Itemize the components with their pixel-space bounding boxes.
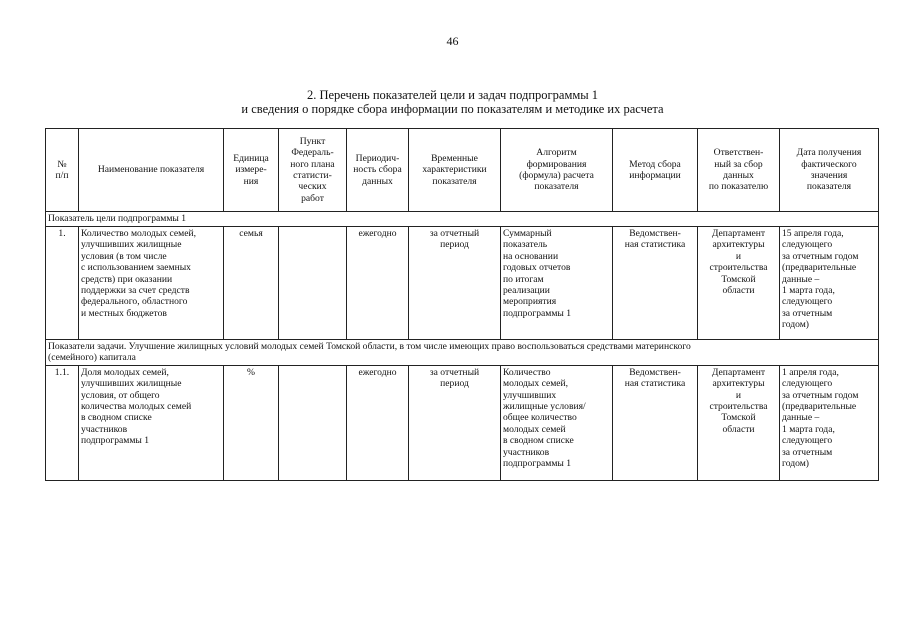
cell-number: 1. bbox=[46, 227, 79, 340]
title-line-1: 2. Перечень показателей цели и задач подпрограммы 1 bbox=[306, 88, 599, 102]
header-time-characteristics: Временные характеристики показателя bbox=[409, 129, 501, 212]
cell-collection-method: Ведомствен- ная статистика bbox=[613, 227, 698, 340]
header-federal-plan: Пункт Федераль- ного плана статисти- ческих работ bbox=[279, 129, 347, 212]
header-periodicity: Периодич- ность сбора данных bbox=[347, 129, 409, 212]
cell-responsible: Департамент архитектуры и строительства Томской области bbox=[698, 365, 780, 480]
header-number: № п/п bbox=[46, 129, 79, 212]
indicators-table bbox=[45, 128, 879, 481]
cell-date-received: 1 апреля года, следующего за отчетным годом (предварительные данные – 1 марта года, следующего за отчетным годом) bbox=[780, 365, 879, 480]
table-row bbox=[46, 227, 879, 340]
cell-unit: % bbox=[224, 365, 279, 480]
cell-responsible: Департамент архитектуры и строительства Томской области bbox=[698, 227, 780, 340]
section-row-task bbox=[46, 340, 879, 366]
section-title-task: Показатели задачи. Улучшение жилищных условий молодых семей Томской области, в том числе имеющих право воспользоваться средствами материнского (семейного) капитала bbox=[46, 340, 879, 366]
table-row bbox=[46, 365, 879, 480]
page-number: 46 bbox=[446, 34, 459, 48]
document-title bbox=[0, 88, 905, 116]
cell-federal-plan bbox=[279, 365, 347, 480]
header-indicator-name: Наименование показателя bbox=[79, 129, 224, 212]
cell-federal-plan bbox=[279, 227, 347, 340]
cell-unit: семья bbox=[224, 227, 279, 340]
header-collection-method: Метод сбора информации bbox=[613, 129, 698, 212]
cell-algorithm: Количество молодых семей, улучшивших жилищные условия/ общее количество молодых семей в сводном списке участников подпрограммы 1 bbox=[501, 365, 613, 480]
cell-algorithm: Суммарный показатель на основании годовых отчетов по итогам реализации мероприятия подпрограммы 1 bbox=[501, 227, 613, 340]
cell-time-characteristics: за отчетный период bbox=[409, 365, 501, 480]
title-line-2: и сведения о порядке сбора информации по показателям и методике их расчета bbox=[241, 102, 664, 116]
header-unit: Единица измере- ния bbox=[224, 129, 279, 212]
cell-date-received: 15 апреля года, следующего за отчетным годом (предварительные данные – 1 марта года, следующего за отчетным годом) bbox=[780, 227, 879, 340]
section-title-goal: Показатель цели подпрограммы 1 bbox=[46, 212, 879, 227]
section-row-goal bbox=[46, 212, 879, 227]
table-header-row bbox=[46, 129, 879, 212]
header-algorithm: Алгоритм формирования (формула) расчета показателя bbox=[501, 129, 613, 212]
cell-collection-method: Ведомствен- ная статистика bbox=[613, 365, 698, 480]
cell-periodicity: ежегодно bbox=[347, 227, 409, 340]
cell-number: 1.1. bbox=[46, 365, 79, 480]
cell-indicator-name: Количество молодых семей, улучшивших жилищные условия (в том числе с использованием заемных средств) при оказании поддержки за счет средств федерального, областного и местных бюджетов bbox=[79, 227, 224, 340]
cell-time-characteristics: за отчетный период bbox=[409, 227, 501, 340]
header-responsible: Ответствен- ный за сбор данных по показателю bbox=[698, 129, 780, 212]
cell-periodicity: ежегодно bbox=[347, 365, 409, 480]
cell-indicator-name: Доля молодых семей, улучшивших жилищные условия, от общего количества молодых семей в сводном списке участников подпрограммы 1 bbox=[79, 365, 224, 480]
header-date-received: Дата получения фактического значения показателя bbox=[780, 129, 879, 212]
